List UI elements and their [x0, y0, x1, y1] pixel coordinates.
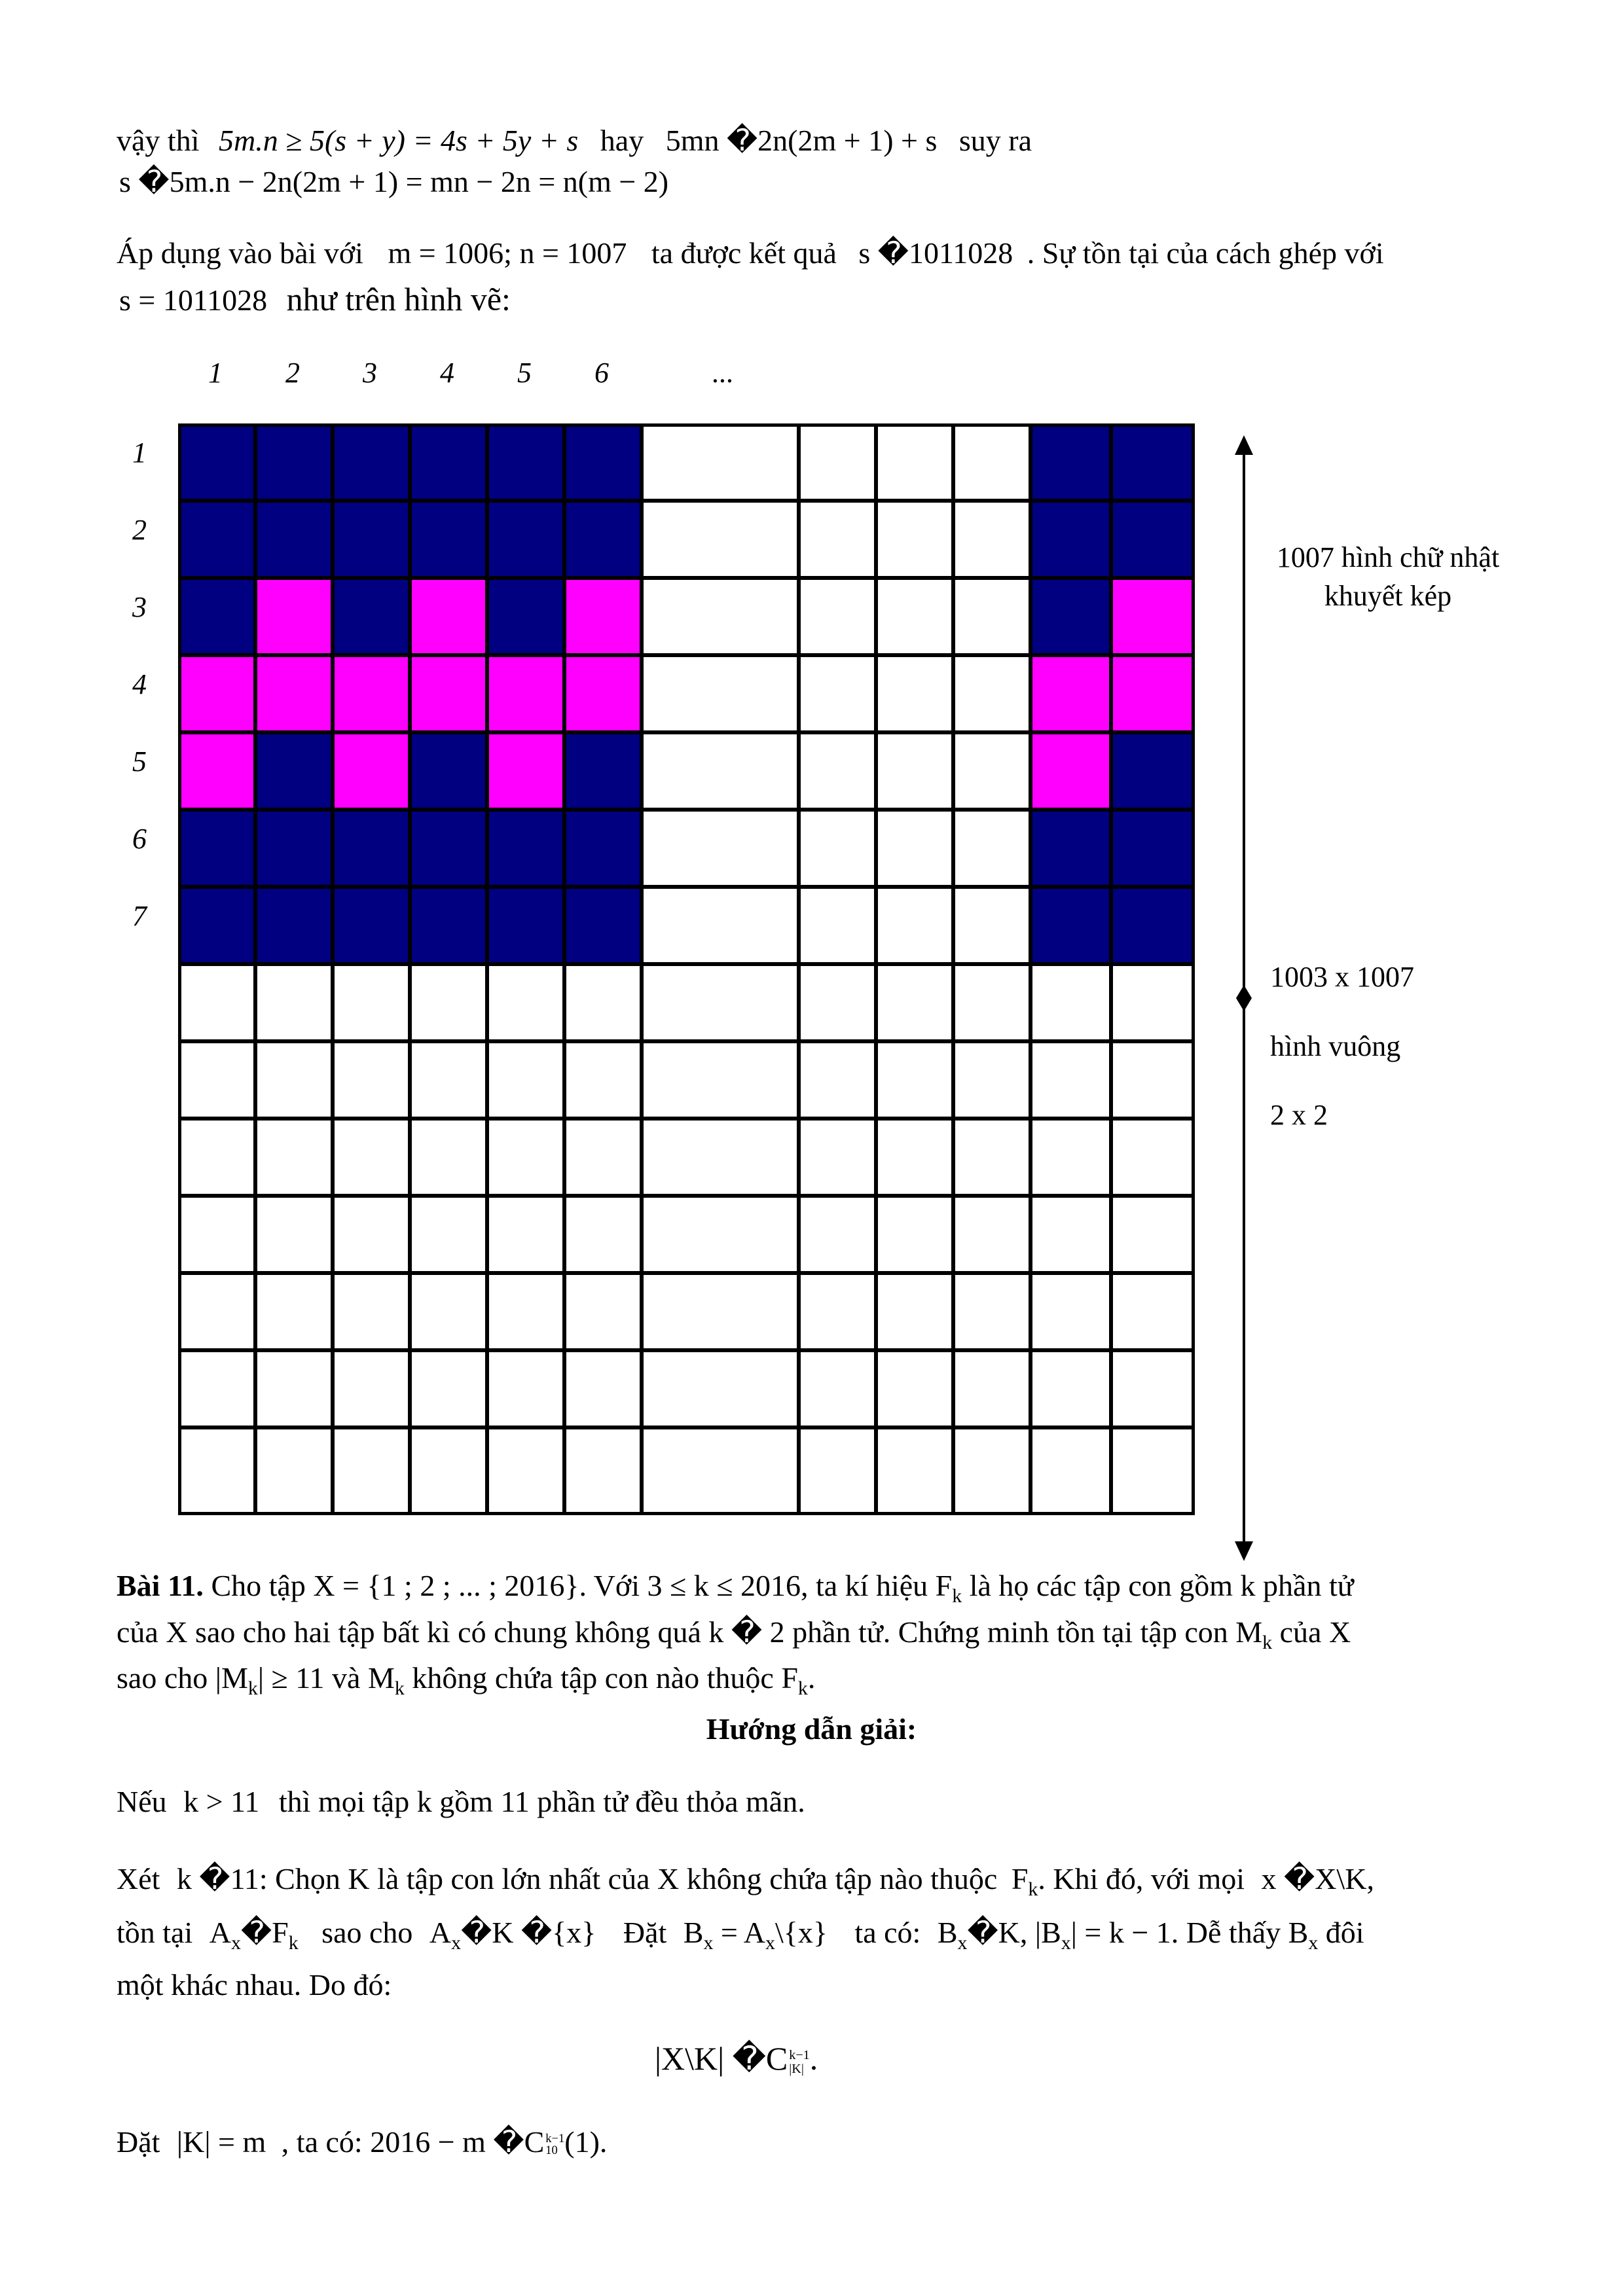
grid-cell: [487, 1196, 564, 1273]
math-expression: 2016 − m �C: [370, 2125, 545, 2159]
math-expression: �K �{x}: [461, 1916, 596, 1949]
grid-cell: [642, 1041, 799, 1119]
math-inequality: s �5m.n − 2n(2m + 1) = mn − 2n = n(m − 2): [119, 165, 669, 198]
grid-cell: [178, 1273, 255, 1350]
grid-cell: [876, 1273, 953, 1350]
grid-cell: [953, 964, 1030, 1041]
grid-cell: [410, 1041, 487, 1119]
text-fragment: (1).: [564, 2125, 608, 2159]
grid-cell: [1111, 1196, 1195, 1273]
subscript: x: [957, 1932, 968, 1954]
math-expression: | = k − 1: [1070, 1916, 1171, 1949]
grid-cell: [410, 1427, 487, 1515]
grid-cell: [410, 1119, 487, 1196]
grid-cell: [410, 1350, 487, 1427]
grid-cell: [1111, 964, 1195, 1041]
grid-cell: [799, 1273, 876, 1350]
grid-cell: [642, 732, 799, 810]
problem-text: là họ các tập con gồm k phần tử: [962, 1569, 1354, 1602]
solution-heading: Hướng dẫn giải:: [706, 1712, 917, 1746]
grid-cell: [876, 655, 953, 732]
grid-cell: [255, 1119, 333, 1196]
note-top-line-1: 1007 hình chữ nhật: [1276, 541, 1500, 573]
grid-cell: [487, 1119, 564, 1196]
subscript: x: [1061, 1932, 1071, 1954]
grid-cell: [953, 578, 1030, 655]
grid-cell: [1111, 1427, 1195, 1515]
math-symbol: B: [937, 1916, 958, 1949]
problem-text: của X: [1272, 1615, 1351, 1649]
text-fragment: , ta có:: [281, 2125, 363, 2159]
grid-cell: [799, 655, 876, 732]
row-label: 5: [132, 745, 147, 778]
grid-cell: [953, 1427, 1030, 1515]
grid-cell: [255, 810, 333, 887]
grid-cell: [1111, 578, 1195, 655]
column-label: 5: [517, 357, 532, 389]
grid-cell: [487, 501, 564, 578]
tiling-grid: [178, 423, 1195, 1515]
subscript: k: [952, 1585, 962, 1607]
grid-cell: [255, 732, 333, 810]
grid-cell: [178, 501, 255, 578]
text-line-2: [119, 167, 668, 197]
grid-cell: [876, 1041, 953, 1119]
subscript: |K|: [789, 2061, 804, 2076]
grid-cell: [799, 1427, 876, 1515]
solution-line-2: [117, 1864, 1374, 1899]
grid-cell: [642, 655, 799, 732]
text-fragment: Nếu: [117, 1785, 167, 1818]
grid-cell: [876, 1119, 953, 1196]
column-label: 3: [363, 357, 377, 389]
subscript: k: [288, 1932, 299, 1954]
math-expression: \{x}: [775, 1916, 828, 1949]
math-expression: x �X\K: [1261, 1862, 1367, 1895]
problem-text: không chứa tập con nào thuộc F: [404, 1661, 798, 1695]
row-label: 4: [132, 668, 147, 700]
column-label: 1: [208, 357, 223, 389]
grid-cell: [1030, 887, 1111, 964]
grid-cell: [1111, 732, 1195, 810]
text-fragment: . Khi đó, với mọi: [1038, 1862, 1245, 1895]
grid-cell: [487, 1350, 564, 1427]
grid-cell: [642, 887, 799, 964]
grid-cell: [410, 810, 487, 887]
grid-cell: [1111, 1273, 1195, 1350]
grid-cell: [410, 655, 487, 732]
grid-cell: [799, 964, 876, 1041]
grid-cell: [876, 423, 953, 501]
grid-cell: [333, 1273, 410, 1350]
grid-cell: [1030, 732, 1111, 810]
grid-cell: [333, 1427, 410, 1515]
grid-cell: [255, 1041, 333, 1119]
grid-cell: [410, 732, 487, 810]
grid-cell: [564, 810, 642, 887]
grid-cell: [178, 810, 255, 887]
grid-cell: [410, 887, 487, 964]
text-fragment: ta có:: [854, 1916, 921, 1949]
grid-cell: [487, 1041, 564, 1119]
grid-cell: [1030, 655, 1111, 732]
grid-cell: [487, 1273, 564, 1350]
text-fragment: Đặt: [117, 2125, 160, 2159]
grid-cell: [1030, 1427, 1111, 1515]
grid-cell: [333, 578, 410, 655]
grid-cell: [564, 501, 642, 578]
grid-cell: [799, 423, 876, 501]
solution-line-4: một khác nhau. Do đó:: [117, 1968, 392, 2001]
grid-cell: [178, 423, 255, 501]
row-label: 6: [132, 823, 147, 855]
grid-cell: [564, 1041, 642, 1119]
math-expression: |X\K| �C: [655, 2040, 788, 2077]
grid-cell: [642, 810, 799, 887]
grid-cell: [1030, 423, 1111, 501]
subscript: x: [703, 1932, 714, 1954]
subscript: k: [1028, 1878, 1038, 1901]
text-fragment: .: [809, 2040, 818, 2077]
solution-line-3: [117, 1918, 1364, 1953]
arrow-divider-icon: [1236, 985, 1252, 1011]
grid-cell: [799, 810, 876, 887]
grid-cell: [799, 887, 876, 964]
subscript: x: [1308, 1932, 1319, 1954]
grid-cell: [799, 1350, 876, 1427]
text-fragment: ,: [1366, 1862, 1374, 1895]
grid-cell: [953, 1196, 1030, 1273]
grid-cell: [333, 732, 410, 810]
grid-cell: [1111, 655, 1195, 732]
grid-cell: [178, 1119, 255, 1196]
subscript: k: [247, 1677, 258, 1700]
row-label: 2: [132, 514, 147, 546]
grid-cell: [799, 732, 876, 810]
text-fragment: suy ra: [958, 124, 1032, 157]
subscript: x: [231, 1932, 241, 1954]
grid-cell: [178, 655, 255, 732]
grid-cell: [564, 732, 642, 810]
grid-cell: [333, 810, 410, 887]
grid-cell: [953, 655, 1030, 732]
subscript: k: [797, 1677, 808, 1700]
text-fragment: . Sự tồn tại của cách ghép với: [1027, 236, 1384, 270]
grid-cell: [876, 1196, 953, 1273]
grid-cell: [255, 423, 333, 501]
grid-cell: [642, 1350, 799, 1427]
grid-cell: [255, 655, 333, 732]
grid-cell: [333, 501, 410, 578]
superscript: k−1: [789, 2048, 810, 2063]
text-line-4: [119, 283, 511, 315]
grid-cell: [333, 964, 410, 1041]
grid-cell: [642, 1427, 799, 1515]
grid-cell: [1111, 501, 1195, 578]
grid-cell: [487, 578, 564, 655]
grid-cell: [953, 810, 1030, 887]
grid-cell: [564, 1350, 642, 1427]
note-top: [1244, 538, 1532, 616]
text-fragment: sao cho: [321, 1916, 413, 1949]
grid-cell: [953, 423, 1030, 501]
math-symbol: B: [683, 1916, 704, 1949]
grid-cell: [255, 1196, 333, 1273]
subscript: 10: [545, 2144, 558, 2158]
grid-cell: [1111, 810, 1195, 887]
grid-cell: [642, 1119, 799, 1196]
arrow-up-icon: [1235, 435, 1253, 455]
math-symbol: F: [1011, 1862, 1029, 1895]
grid-cell: [1030, 578, 1111, 655]
grid-cell: [255, 578, 333, 655]
grid-cell: [410, 501, 487, 578]
grid-cell: [876, 1427, 953, 1515]
note-mid: [1270, 942, 1414, 1150]
row-label: 7: [132, 900, 147, 932]
grid-cell: [410, 423, 487, 501]
grid-cell: [178, 1196, 255, 1273]
grid-cell: [876, 964, 953, 1041]
grid-cell: [1111, 423, 1195, 501]
problem-title: Bài 11.: [117, 1569, 204, 1602]
grid-cell: [876, 1350, 953, 1427]
math-values: m = 1006; n = 1007: [388, 236, 627, 270]
problem-text: Cho tập X = {1 ; 2 ; ... ; 2016}. Với 3 ≤ k ≤ 2016, ta kí hiệu F: [203, 1569, 953, 1602]
grid-cell: [1111, 1350, 1195, 1427]
grid-cell: [799, 501, 876, 578]
grid-cell: [333, 1350, 410, 1427]
note-mid-line-2: hình vuông: [1270, 1030, 1401, 1062]
grid-cell: [333, 1119, 410, 1196]
grid-cell: [953, 887, 1030, 964]
column-label: 2: [285, 357, 300, 389]
grid-cell: [953, 732, 1030, 810]
grid-cell: [333, 1041, 410, 1119]
subscript: x: [765, 1932, 775, 1954]
text-fragment: Áp dụng vào bài với: [117, 236, 363, 270]
grid-cell: [255, 1427, 333, 1515]
text-fragment: đôi: [1325, 1916, 1364, 1949]
math-symbol: A: [209, 1916, 231, 1949]
subscript: x: [451, 1932, 462, 1954]
text-line-1: [117, 126, 1032, 156]
grid-cell: [564, 887, 642, 964]
grid-cell: [487, 887, 564, 964]
text-fragment: tồn tại: [117, 1916, 193, 1949]
grid-cell: [178, 578, 255, 655]
text-fragment: như trên hình vẽ:: [286, 281, 511, 317]
grid-cell: [564, 1273, 642, 1350]
solution-formula: [655, 2042, 818, 2075]
problem-text: của X sao cho hai tập bất kì có chung không quá k � 2 phần tử. Chứng minh tồn tại tập con M: [117, 1615, 1263, 1649]
math-expression: �K, |B: [967, 1916, 1061, 1949]
subscript: k: [1262, 1631, 1273, 1653]
grid-cell: [410, 964, 487, 1041]
grid-cell: [1030, 1041, 1111, 1119]
row-label: 1: [132, 437, 147, 469]
grid-cell: [178, 732, 255, 810]
grid-cell: [953, 1350, 1030, 1427]
grid-cell: [953, 1041, 1030, 1119]
problem-text: | ≥ 11 và M: [257, 1661, 395, 1695]
grid-cell: [642, 578, 799, 655]
grid-cell: [1030, 1119, 1111, 1196]
column-label: 4: [440, 357, 454, 389]
grid-cell: [333, 423, 410, 501]
grid-cell: [642, 964, 799, 1041]
grid-cell: [178, 1041, 255, 1119]
grid-cell: [876, 887, 953, 964]
grid-cell: [255, 964, 333, 1041]
grid-cell: [564, 578, 642, 655]
grid-cell: [1111, 887, 1195, 964]
grid-cell: [487, 423, 564, 501]
math-expression: = A: [720, 1916, 766, 1949]
grid-cell: [799, 1196, 876, 1273]
grid-cell: [564, 964, 642, 1041]
grid-cell: [876, 810, 953, 887]
grid-cell: [953, 501, 1030, 578]
text-fragment: vậy thì: [117, 124, 200, 157]
text-fragment: Đặt: [623, 1916, 667, 1949]
grid-cell: [178, 887, 255, 964]
superscript: k−1: [545, 2131, 565, 2145]
problem-text: .: [807, 1661, 816, 1695]
grid-cell: [487, 655, 564, 732]
text-line-3: [117, 238, 1384, 268]
grid-cell: [410, 1273, 487, 1350]
grid-cell: [178, 1350, 255, 1427]
grid-cell: [1030, 501, 1111, 578]
solution-line-1: [117, 1787, 805, 1817]
grid-cell: [487, 810, 564, 887]
grid-cell: [564, 1196, 642, 1273]
grid-cell: [642, 1273, 799, 1350]
note-mid-line-1: 1003 x 1007: [1270, 961, 1414, 993]
text-fragment: thì mọi tập k gồm 11 phần tử đều thỏa mãn.: [278, 1785, 805, 1818]
grid-cell: [410, 578, 487, 655]
grid-cell: [1030, 1196, 1111, 1273]
math-expression: |K| = m: [176, 2125, 266, 2159]
grid-cell: [1111, 1041, 1195, 1119]
column-label: ...: [712, 357, 734, 389]
note-mid-line-3: 2 x 2: [1270, 1099, 1328, 1132]
text-fragment: hay: [600, 124, 644, 157]
grid-cell: [799, 1041, 876, 1119]
arrow-down-icon: [1235, 1541, 1253, 1561]
bai11-problem: [117, 1564, 1511, 1703]
grid-cell: [487, 732, 564, 810]
math-symbol: A: [429, 1916, 452, 1949]
text-fragment: ta được kết quả: [651, 236, 837, 270]
grid-cell: [876, 578, 953, 655]
grid-cell: [255, 1273, 333, 1350]
grid-cell: [1111, 1119, 1195, 1196]
grid-cell: [410, 1196, 487, 1273]
grid-cell: [799, 578, 876, 655]
grid-cell: [799, 1119, 876, 1196]
math-symbol: B: [1288, 1916, 1309, 1949]
grid-cell: [564, 1427, 642, 1515]
grid-cell: [487, 1427, 564, 1515]
grid-cell: [876, 732, 953, 810]
grid-cell: [255, 501, 333, 578]
grid-cell: [642, 423, 799, 501]
column-label: 6: [594, 357, 609, 389]
grid-cell: [1030, 810, 1111, 887]
grid-cell: [178, 1427, 255, 1515]
grid-cell: [333, 887, 410, 964]
grid-cell: [333, 1196, 410, 1273]
text-fragment: . Dễ thấy: [1171, 1916, 1281, 1949]
grid-cell: [487, 964, 564, 1041]
math-condition: k �11: [176, 1862, 259, 1895]
grid-cell: [255, 1350, 333, 1427]
problem-text: sao cho |M: [117, 1661, 248, 1695]
grid-cell: [876, 501, 953, 578]
grid-cell: [333, 655, 410, 732]
math-result: s = 1011028: [119, 283, 268, 317]
grid-cell: [564, 423, 642, 501]
math-expression: �F: [240, 1916, 289, 1949]
grid-cell: [1030, 964, 1111, 1041]
math-inequality: 5m.n ≥ 5(s + y) = 4s + 5y + s: [218, 124, 579, 157]
solution-line-5: [117, 2127, 607, 2157]
row-label: 3: [132, 591, 147, 623]
grid-cell: [642, 1196, 799, 1273]
text-fragment: Xét: [117, 1862, 160, 1895]
text-fragment: : Chọn K là tập con lớn nhất của X không chứa tập nào thuộc: [259, 1862, 998, 1895]
grid-cell: [564, 655, 642, 732]
math-result: s �1011028: [858, 236, 1013, 270]
grid-cell: [255, 887, 333, 964]
grid-cell: [642, 501, 799, 578]
grid-cell: [1030, 1273, 1111, 1350]
grid-cell: [953, 1119, 1030, 1196]
math-inequality: 5mn �2n(2m + 1) + s: [665, 124, 938, 157]
grid-cell: [953, 1273, 1030, 1350]
grid-cell: [564, 1119, 642, 1196]
grid-cell: [178, 964, 255, 1041]
grid-cell: [1030, 1350, 1111, 1427]
subscript: k: [394, 1677, 405, 1700]
math-condition: k > 11: [183, 1785, 260, 1818]
note-top-line-2: khuyết kép: [1324, 580, 1452, 613]
